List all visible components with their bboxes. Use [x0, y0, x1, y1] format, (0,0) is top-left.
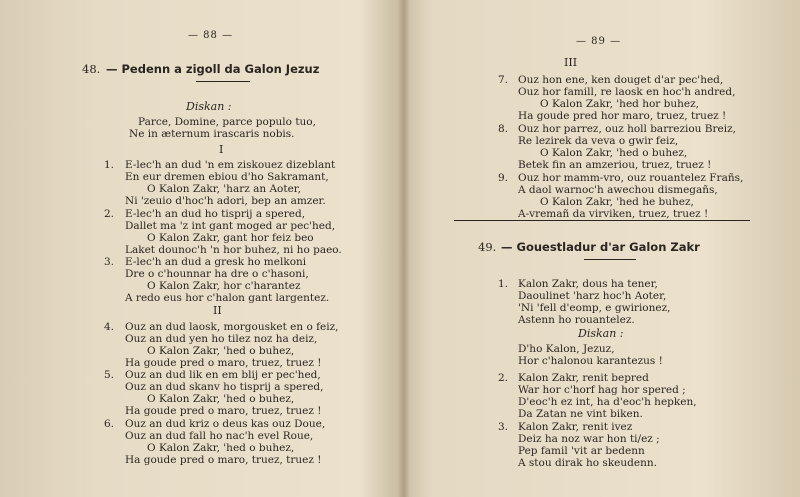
- verse-line: Daoulinet 'harz hoc'h Aoter,: [518, 290, 667, 302]
- diskan-label: Diskan :: [578, 327, 624, 340]
- hymn-number: 49.: [478, 240, 497, 254]
- verse-number: 4.: [104, 321, 115, 333]
- diskan-line: Hor c'halonou karantezus !: [518, 355, 663, 367]
- verse-number: 3.: [104, 256, 115, 268]
- page-number: — 88 —: [188, 30, 234, 41]
- title-rule: [584, 259, 636, 260]
- part-numeral: II: [213, 304, 222, 317]
- part-numeral: I: [219, 143, 224, 156]
- verse-line: Deiz ha noz war hon ti/ez ;: [518, 433, 660, 445]
- verse-line: Da Zatan ne vint biken.: [518, 408, 643, 420]
- verse-number: 2.: [498, 372, 509, 384]
- verse-line: O Kalon Zakr, 'hed o buhez,: [147, 442, 295, 454]
- verse-line: E-lec'h an dud 'n em ziskouez dizeblant: [125, 159, 336, 171]
- verse-line: Dre o c'hounnar ha dre o c'hasoni,: [125, 268, 309, 280]
- verse-line: Laket dounoc'h 'n hor buhez, ni ho paeo.: [125, 244, 342, 256]
- verse-line: D'eoc'h ez int, ha d'eoc'h hepken,: [518, 396, 697, 408]
- verse-number: 3.: [498, 421, 509, 433]
- verse-line: Ni 'zeuio d'hoc'h adori, bep an amzer.: [125, 195, 326, 207]
- verse-line: O Kalon Zakr, 'hed o buhez,: [540, 147, 688, 159]
- verse-line: Ouz hor famill, re laosk en hoc'h andred,: [518, 86, 736, 98]
- verse-line: A stou dirak ho skeudenn.: [518, 457, 657, 469]
- verse-line: Ouz hor parrez, ouz holl barreziou Breiz,: [518, 123, 736, 135]
- verse-number: 6.: [104, 418, 115, 430]
- verse-number: 1.: [498, 278, 509, 290]
- verse-line: Ha goude pred o maro, truez, truez !: [125, 357, 322, 369]
- verse-line: E-lec'h an dud a gresk ho melkoni: [125, 256, 307, 268]
- verse-line: Ouz an dud fall ho nac'h evel Roue,: [125, 430, 314, 442]
- right-page: [406, 0, 800, 497]
- part-numeral: III: [564, 56, 578, 69]
- verse-line: Betek fin an amzeriou, truez, truez !: [518, 159, 712, 171]
- latin-line: Ne in æternum irascaris nobis.: [129, 128, 295, 140]
- verse-number: 7.: [498, 74, 509, 86]
- verse-line: O Kalon Zakr, 'hed hor buhez,: [540, 98, 699, 110]
- diskan-line: D'ho Kalon, Jezuz,: [518, 343, 615, 355]
- verse-line: O Kalon Zakr, 'hed o buhez,: [147, 345, 295, 357]
- verse-line: O Kalon Zakr, 'hed o buhez,: [147, 393, 295, 405]
- verse-line: E-lec'h an dud ho tisprij a spered,: [125, 208, 306, 220]
- page-number: — 89 —: [576, 36, 622, 47]
- verse-line: Ouz hor mamm-vro, ouz rouantelez Frañs,: [518, 172, 744, 184]
- title-rule: [196, 81, 250, 82]
- verse-line: Ouz an dud kriz o deus kas ouz Doue,: [125, 418, 326, 430]
- verse-line: 'Ni 'fell d'eomp, e gwirionez,: [518, 302, 671, 314]
- verse-line: Ouz hon ene, ken douget d'ar pec'hed,: [518, 74, 724, 86]
- verse-line: Ha goude pred hor maro, truez, truez !: [518, 110, 727, 122]
- verse-line: Kalon Zakr, dous ha tener,: [518, 278, 658, 290]
- section-divider: [454, 220, 750, 221]
- verse-number: 9.: [498, 172, 509, 184]
- verse-number: 2.: [104, 208, 115, 220]
- verse-line: Kalon Zakr, renit ivez: [518, 421, 633, 433]
- verse-number: 1.: [104, 159, 115, 171]
- verse-line: Dallet ma 'z int gant moged ar pec'hed,: [125, 220, 336, 232]
- verse-line: Ouz an dud yen ho tilez noz ha deiz,: [125, 333, 318, 345]
- verse-line: O Kalon Zakr, gant hor feiz beo: [147, 232, 314, 244]
- hymn-title: — Gouestladur d'ar Galon Zakr: [501, 240, 700, 254]
- verse-line: Ouz an dud laosk, morgousket en o feiz,: [125, 321, 339, 333]
- verse-number: 5.: [104, 369, 115, 381]
- verse-line: A redo eus hor c'halon gant largentez.: [125, 292, 330, 304]
- verse-line: War hor c'horf hag hor spered ;: [518, 384, 686, 396]
- verse-line: En eur dremen ebiou d'ho Sakramant,: [125, 171, 329, 183]
- verse-line: Ha goude pred o maro, truez, truez !: [125, 454, 322, 466]
- verse-line: Pep famil 'vit ar bedenn: [518, 445, 645, 457]
- verse-number: 8.: [498, 123, 509, 135]
- diskan-label: Diskan :: [186, 100, 232, 113]
- latin-line: Parce, Domine, parce populo tuo,: [138, 116, 316, 128]
- verse-line: A-vremañ da virviken, truez, truez !: [518, 208, 709, 220]
- verse-line: Ha goude pred o maro, truez, truez !: [125, 405, 322, 417]
- verse-line: Astenn ho rouantelez.: [518, 314, 635, 326]
- verse-line: A daol warnoc'h awechou dismegañs,: [518, 184, 718, 196]
- verse-line: Kalon Zakr, renit bepred: [518, 372, 649, 384]
- verse-line: Ouz an dud skanv ho tisprij a spered,: [125, 381, 324, 393]
- verse-line: Ouz an dud lik en em blij er pec'hed,: [125, 369, 321, 381]
- verse-line: O Kalon Zakr, hor c'harantez: [147, 280, 301, 292]
- verse-line: Re lezirek da veva o gwir feiz,: [518, 135, 679, 147]
- verse-line: O Kalon Zakr, 'harz an Aoter,: [147, 183, 301, 195]
- hymn-title: — Pedenn a zigoll da Galon Jezuz: [106, 62, 320, 76]
- verse-line: O Kalon Zakr, 'hed he buhez,: [540, 196, 694, 208]
- hymn-number: 48.: [82, 62, 101, 76]
